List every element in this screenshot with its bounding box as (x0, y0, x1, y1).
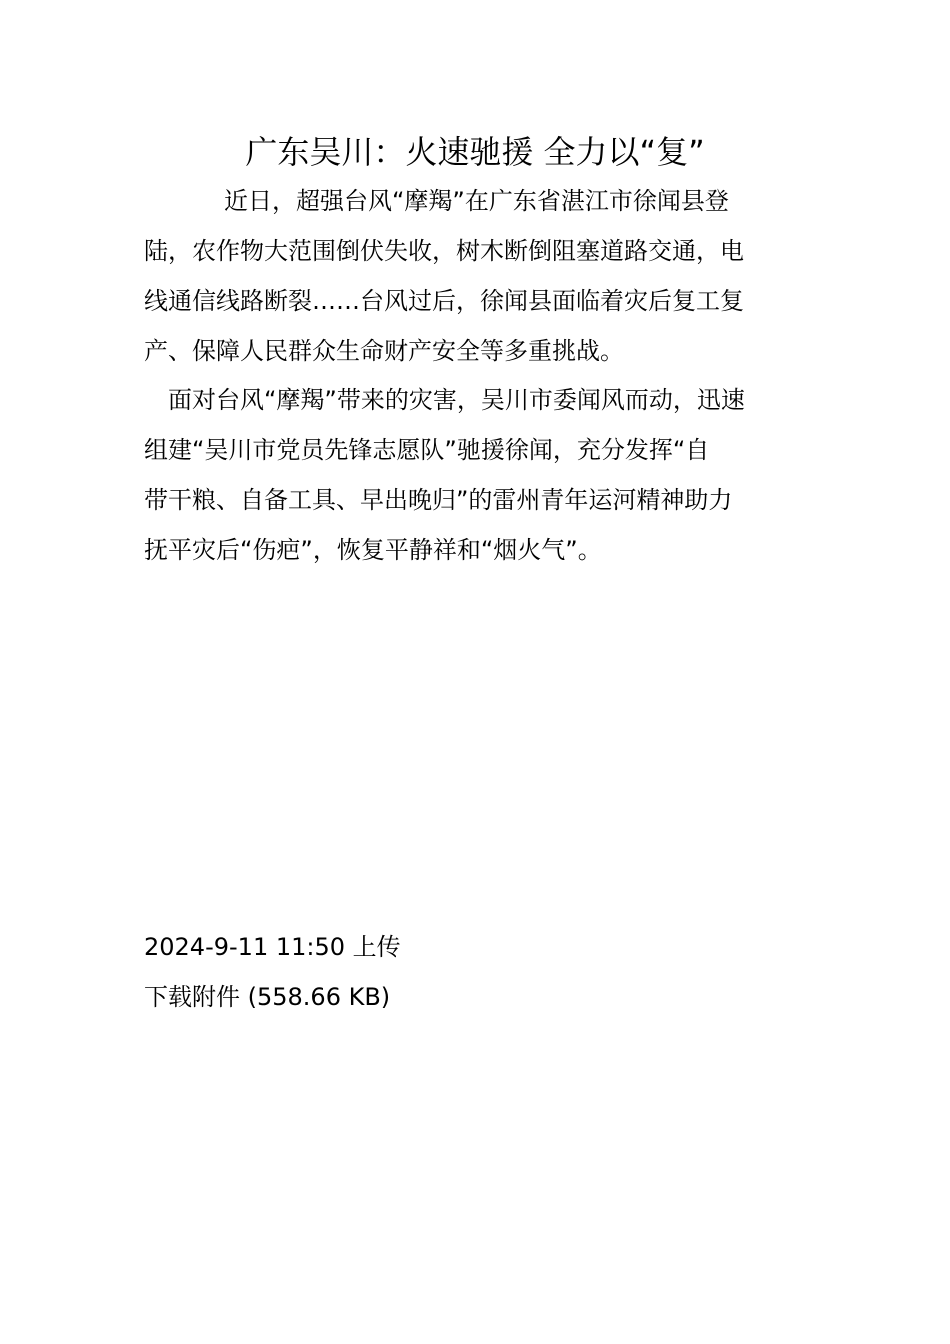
paragraph-line: 抚平灾后“伤疤”，恢复平静祥和“烟火气”。 (144, 536, 602, 564)
paragraph-line: 面对台风“摩羯”带来的灾害，吴川市委闻风而动，迅速 (168, 386, 745, 414)
upload-timestamp: 2024-9-11 11:50 上传 (144, 933, 401, 961)
article-paragraph-2 (144, 375, 806, 575)
paragraph-line: 带干粮、自备工具、早出晚归”的雷州青年运河精神助力 (144, 486, 733, 514)
article-title: 广东吴川：火速驰援 全力以“复” (245, 133, 705, 171)
paragraph-line: 线通信线路断裂……台风过后，徐闻县面临着灾后复工复 (144, 287, 744, 315)
paragraph-line: 产、保障人民群众生命财产安全等多重挑战。 (144, 337, 624, 365)
download-attachment-link[interactable]: 下载附件 (558.66 KB) (144, 983, 391, 1011)
paragraph-line: 组建“吴川市党员先锋志愿队”驰援徐闻，充分发挥“自 (144, 436, 710, 464)
paragraph-line: 近日，超强台风“摩羯”在广东省湛江市徐闻县登 (224, 187, 729, 215)
paragraph-line: 陆，农作物大范围倒伏失收，树木断倒阻塞道路交通，电 (144, 237, 744, 265)
article-paragraph-1 (144, 176, 806, 376)
